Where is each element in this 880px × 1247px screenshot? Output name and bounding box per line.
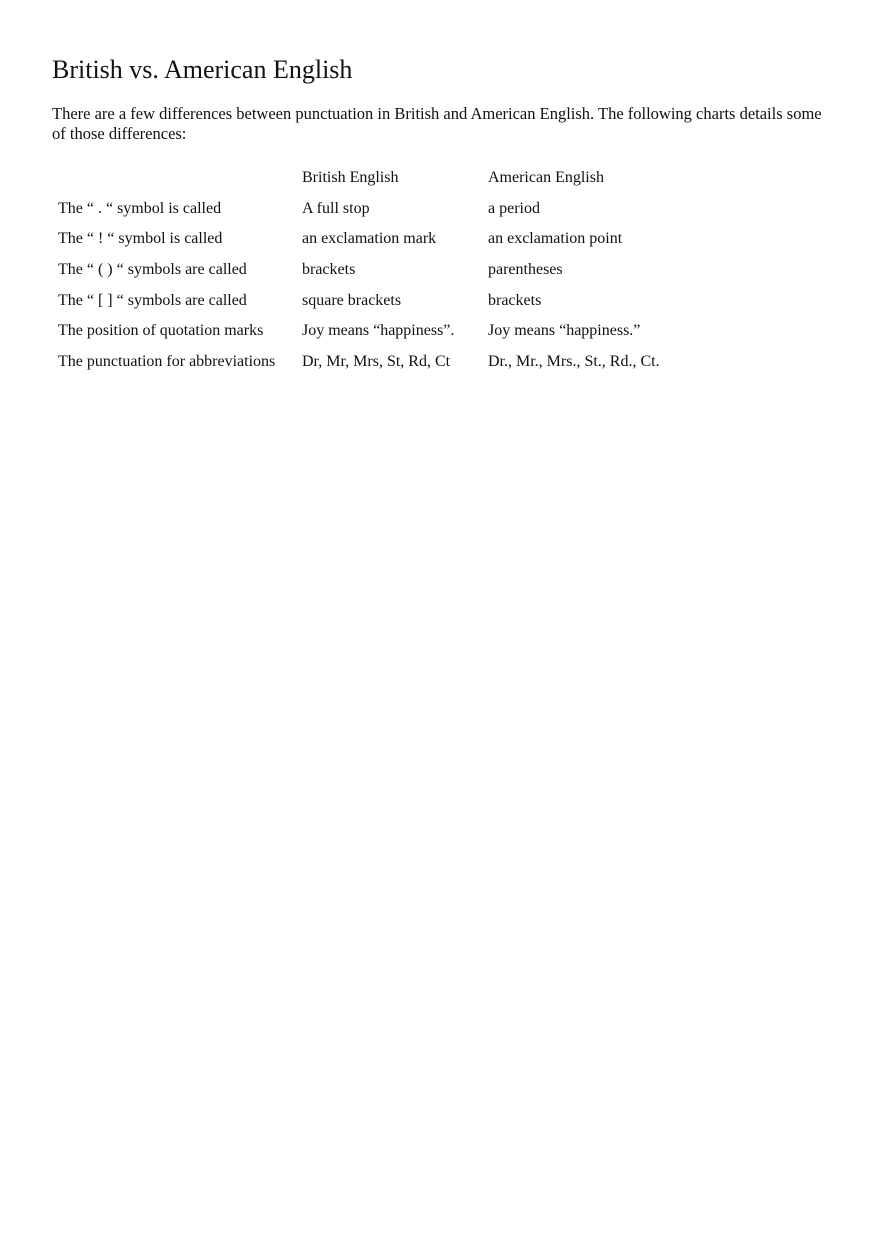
table-row: [52, 347, 748, 378]
row-label: The “ . “ symbol is called: [58, 199, 222, 217]
british-term: brackets: [302, 261, 356, 279]
row-label: The position of quotation marks: [58, 322, 264, 340]
british-term: an exclamation mark: [302, 230, 437, 248]
table-row: [52, 285, 748, 316]
british-term: A full stop: [302, 199, 370, 217]
american-term: Joy means “happiness.”: [488, 322, 641, 340]
table-row: [52, 194, 748, 225]
row-label: The “ ! “ symbol is called: [58, 230, 223, 248]
american-term: Dr., Mr., Mrs., St., Rd., Ct.: [488, 352, 660, 370]
header-british-english: British English: [302, 169, 399, 187]
header-label-column: [52, 163, 302, 194]
row-label: The “ ( ) “ symbols are called: [58, 261, 247, 279]
american-term: a period: [488, 199, 540, 217]
table-row: [52, 224, 748, 255]
table-header-row: [52, 163, 748, 194]
british-term: Dr, Mr, Mrs, St, Rd, Ct: [302, 352, 451, 370]
american-term: an exclamation point: [488, 230, 623, 248]
row-label: The punctuation for abbreviations: [58, 352, 276, 370]
american-term: parentheses: [488, 261, 563, 279]
intro-paragraph: There are a few differences between punctuation in British and American English. The following charts details some of those differences:: [52, 104, 822, 143]
table-row: [52, 255, 748, 286]
comparison-table: [52, 163, 748, 377]
header-american-english: American English: [488, 169, 604, 187]
page-title: British vs. American English: [52, 55, 353, 84]
american-term: brackets: [488, 291, 542, 309]
table-row: [52, 316, 748, 347]
british-term: square brackets: [302, 291, 402, 309]
row-label: The “ [ ] “ symbols are called: [58, 291, 247, 309]
british-term: Joy means “happiness”.: [302, 322, 455, 340]
